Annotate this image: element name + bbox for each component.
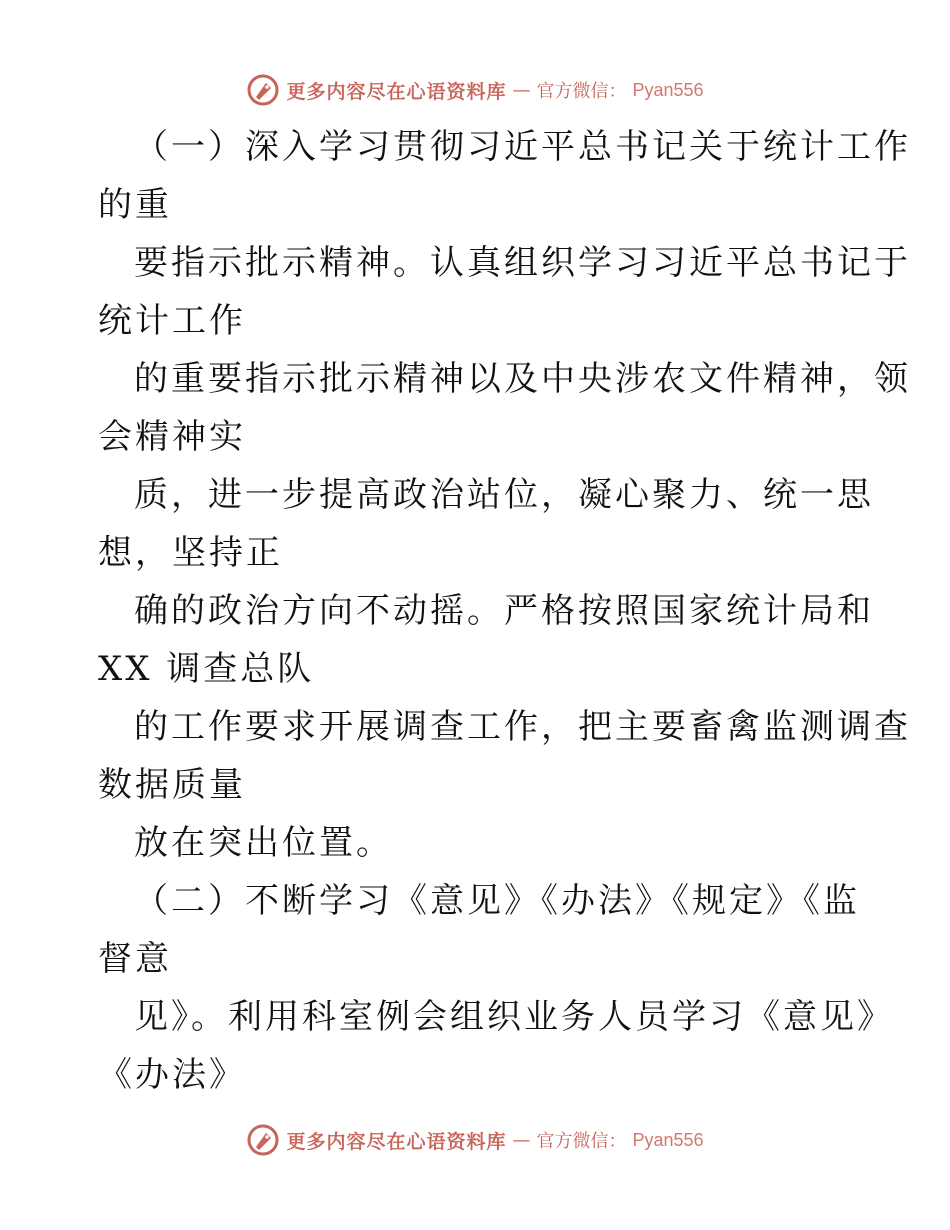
watermark-contact-label: 官方微信： xyxy=(536,1131,627,1152)
pen-nib-logo-icon xyxy=(246,1123,280,1157)
pen-nib-logo-icon xyxy=(246,73,280,107)
paragraph-line: 《办法》 xyxy=(98,1055,246,1095)
paragraph-line: （一）深入学习贯彻习近平总书记关于统计工作 xyxy=(134,127,911,167)
paragraph-line: 的工作要求开展调查工作，把主要畜禽监测调查 xyxy=(134,707,911,747)
watermark-separator: — xyxy=(512,1129,531,1151)
paragraph-line: 数据质量 xyxy=(98,765,246,805)
paragraph-line: （二）不断学习《意见》《办法》《规定》《监 xyxy=(134,881,860,921)
watermark-contact-id: Pyan556 xyxy=(632,1129,704,1150)
paragraph-line: 的重 xyxy=(98,185,172,225)
header-watermark xyxy=(0,70,950,110)
watermark-contact-label: 官方微信： xyxy=(536,81,627,102)
paragraph-line: 见》。利用科室例会组织业务人员学习《意见》 xyxy=(134,997,894,1037)
paragraph-line: 会精神实 xyxy=(98,417,246,457)
watermark-brand: 更多内容尽在心语资料库 xyxy=(286,80,507,103)
paragraph-line: 确的政治方向不动摇。严格按照国家统计局和 xyxy=(134,591,874,631)
paragraph-line: 放在突出位置。 xyxy=(134,823,393,863)
document-body xyxy=(98,118,911,1104)
watermark-contact-id: Pyan556 xyxy=(632,79,704,100)
footer-watermark xyxy=(0,1120,950,1160)
paragraph-line: XX 调查总队 xyxy=(98,649,315,689)
watermark-separator: — xyxy=(512,79,531,101)
paragraph-line: 的重要指示批示精神以及中央涉农文件精神，领 xyxy=(134,359,911,399)
paragraph-line: 想，坚持正 xyxy=(98,533,283,573)
watermark-brand: 更多内容尽在心语资料库 xyxy=(286,1130,507,1153)
paragraph-line: 统计工作 xyxy=(98,301,246,341)
paragraph-line: 要指示批示精神。认真组织学习习近平总书记于 xyxy=(134,243,911,283)
paragraph-line: 质，进一步提高政治站位，凝心聚力、统一思 xyxy=(134,475,874,515)
paragraph-line: 督意 xyxy=(98,939,172,979)
